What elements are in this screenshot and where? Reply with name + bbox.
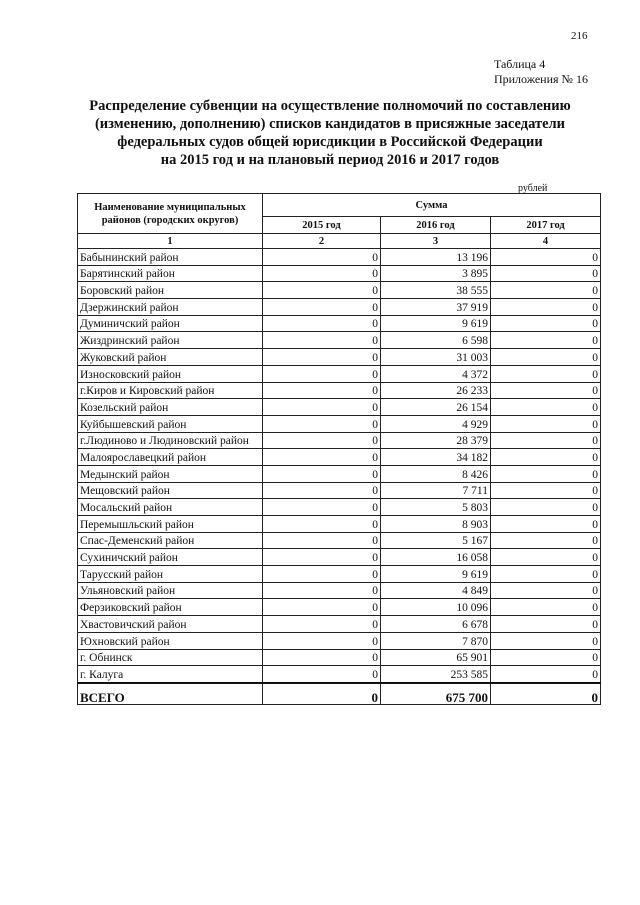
district-name-cell: г.Киров и Кировский район — [78, 382, 263, 399]
value-2017-cell: 0 — [491, 399, 601, 416]
total-label: ВСЕГО — [78, 683, 263, 705]
table-row — [78, 449, 601, 466]
table-row — [78, 282, 601, 299]
value-2015-cell: 0 — [263, 265, 381, 282]
table-row — [78, 616, 601, 633]
value-2017-cell: 0 — [491, 449, 601, 466]
value-2015-cell: 0 — [263, 332, 381, 349]
value-2016-cell: 5 803 — [381, 499, 491, 516]
value-2015-cell: 0 — [263, 599, 381, 616]
value-2016-cell: 6 678 — [381, 616, 491, 633]
table-row — [78, 582, 601, 599]
table-header — [78, 194, 601, 249]
value-2015-cell: 0 — [263, 516, 381, 533]
value-2015-cell: 0 — [263, 566, 381, 583]
value-2017-cell: 0 — [491, 616, 601, 633]
total-2015: 0 — [263, 683, 381, 705]
header-sum: Сумма — [263, 194, 601, 217]
value-2017-cell: 0 — [491, 582, 601, 599]
table-row — [78, 382, 601, 399]
value-2017-cell: 0 — [491, 465, 601, 482]
value-2017-cell: 0 — [491, 332, 601, 349]
page-number: 216 — [571, 30, 588, 42]
district-name-cell: Малоярославецкий район — [78, 449, 263, 466]
value-2016-cell: 4 929 — [381, 415, 491, 432]
value-2015-cell: 0 — [263, 499, 381, 516]
value-2015-cell: 0 — [263, 415, 381, 432]
value-2017-cell: 0 — [491, 566, 601, 583]
table-row — [78, 432, 601, 449]
value-2016-cell: 10 096 — [381, 599, 491, 616]
title-line: Распределение субвенции на осуществление полномочий по составлению — [89, 98, 571, 114]
value-2016-cell: 6 598 — [381, 332, 491, 349]
value-2016-cell: 253 585 — [381, 666, 491, 683]
value-2015-cell: 0 — [263, 315, 381, 332]
value-2017-cell: 0 — [491, 349, 601, 366]
value-2015-cell: 0 — [263, 432, 381, 449]
district-name-cell: Износковский район — [78, 365, 263, 382]
table-row — [78, 516, 601, 533]
value-2015-cell: 0 — [263, 249, 381, 266]
value-2016-cell: 3 895 — [381, 265, 491, 282]
district-name-cell: Ульяновский район — [78, 582, 263, 599]
header-2016: 2016 год — [381, 217, 491, 234]
district-name-cell: Хвастовичский район — [78, 616, 263, 633]
district-name-cell: Думиничский район — [78, 315, 263, 332]
district-name-cell: Мосальский район — [78, 499, 263, 516]
value-2017-cell: 0 — [491, 432, 601, 449]
value-2016-cell: 7 870 — [381, 632, 491, 649]
table-row — [78, 399, 601, 416]
value-2015-cell: 0 — [263, 399, 381, 416]
district-name-cell: Медынский район — [78, 465, 263, 482]
table-row — [78, 649, 601, 666]
district-name-cell: Мещовский район — [78, 482, 263, 499]
value-2016-cell: 31 003 — [381, 349, 491, 366]
value-2016-cell: 4 849 — [381, 582, 491, 599]
header-2017: 2017 год — [491, 217, 601, 234]
value-2015-cell: 0 — [263, 632, 381, 649]
district-name-cell: Барятинский район — [78, 265, 263, 282]
district-name-cell: Куйбышевский район — [78, 415, 263, 432]
district-name-cell: Козельский район — [78, 399, 263, 416]
table-row — [78, 365, 601, 382]
value-2016-cell: 7 711 — [381, 482, 491, 499]
value-2015-cell: 0 — [263, 532, 381, 549]
subvention-table — [77, 193, 601, 705]
district-name-cell: Боровский район — [78, 282, 263, 299]
value-2017-cell: 0 — [491, 599, 601, 616]
district-name-cell: Бабынинский район — [78, 249, 263, 266]
value-2017-cell: 0 — [491, 666, 601, 683]
title-line: федеральных судов общей юрисдикции в Российской Федерации — [117, 134, 543, 150]
value-2017-cell: 0 — [491, 649, 601, 666]
column-number: 1 — [78, 234, 263, 249]
table-row — [78, 482, 601, 499]
value-2017-cell: 0 — [491, 382, 601, 399]
value-2015-cell: 0 — [263, 349, 381, 366]
value-2015-cell: 0 — [263, 549, 381, 566]
value-2016-cell: 38 555 — [381, 282, 491, 299]
value-2016-cell: 37 919 — [381, 299, 491, 316]
district-name-cell: Жиздринский район — [78, 332, 263, 349]
district-name-cell: г.Людиново и Людиновский район — [78, 432, 263, 449]
value-2017-cell: 0 — [491, 549, 601, 566]
value-2015-cell: 0 — [263, 365, 381, 382]
value-2016-cell: 16 058 — [381, 549, 491, 566]
column-number: 3 — [381, 234, 491, 249]
value-2017-cell: 0 — [491, 249, 601, 266]
value-2017-cell: 0 — [491, 532, 601, 549]
value-2016-cell: 5 167 — [381, 532, 491, 549]
column-number: 4 — [491, 234, 601, 249]
title-line: (изменению, дополнению) списков кандидатов в присяжные заседатели — [94, 116, 566, 132]
district-name-cell: г. Обнинск — [78, 649, 263, 666]
total-2017: 0 — [491, 683, 601, 705]
value-2016-cell: 4 372 — [381, 365, 491, 382]
value-2017-cell: 0 — [491, 315, 601, 332]
value-2017-cell: 0 — [491, 499, 601, 516]
value-2017-cell: 0 — [491, 265, 601, 282]
table-row — [78, 332, 601, 349]
table-row — [78, 566, 601, 583]
table-row — [78, 299, 601, 316]
value-2016-cell: 34 182 — [381, 449, 491, 466]
value-2016-cell: 65 901 — [381, 649, 491, 666]
value-2016-cell: 8 426 — [381, 465, 491, 482]
table-row — [78, 499, 601, 516]
value-2017-cell: 0 — [491, 282, 601, 299]
value-2017-cell: 0 — [491, 516, 601, 533]
value-2015-cell: 0 — [263, 382, 381, 399]
title-line: на 2015 год и на плановый период 2016 и 2017 годов — [160, 152, 500, 168]
value-2016-cell: 13 196 — [381, 249, 491, 266]
value-2017-cell: 0 — [491, 482, 601, 499]
table-label-block — [494, 57, 588, 87]
table-row — [78, 249, 601, 266]
district-name-cell: г. Калуга — [78, 666, 263, 683]
value-2015-cell: 0 — [263, 582, 381, 599]
district-name-cell: Дзержинский район — [78, 299, 263, 316]
value-2017-cell: 0 — [491, 299, 601, 316]
value-2015-cell: 0 — [263, 649, 381, 666]
value-2015-cell: 0 — [263, 282, 381, 299]
table-label: Таблица 4 — [493, 57, 546, 71]
value-2017-cell: 0 — [491, 365, 601, 382]
value-2016-cell: 9 619 — [381, 566, 491, 583]
value-2015-cell: 0 — [263, 616, 381, 633]
district-name-cell: Тарусский район — [78, 566, 263, 583]
value-2015-cell: 0 — [263, 666, 381, 683]
value-2016-cell: 8 903 — [381, 516, 491, 533]
value-2016-cell: 26 233 — [381, 382, 491, 399]
total-row — [78, 683, 601, 705]
appendix-label: Приложения № 16 — [493, 72, 588, 86]
value-2015-cell: 0 — [263, 299, 381, 316]
district-name-cell: Перемышльский район — [78, 516, 263, 533]
district-name-cell: Сухиничский район — [78, 549, 263, 566]
table-row — [78, 532, 601, 549]
table-row — [78, 465, 601, 482]
table-row — [78, 265, 601, 282]
value-2015-cell: 0 — [263, 482, 381, 499]
header-2015: 2015 год — [263, 217, 381, 234]
table-row — [78, 632, 601, 649]
header-name: Наименование муниципальных районов (городских округов) — [78, 194, 263, 234]
units-label: рублей — [518, 183, 548, 194]
value-2016-cell: 28 379 — [381, 432, 491, 449]
table-row — [78, 349, 601, 366]
table-row — [78, 549, 601, 566]
table-row — [78, 315, 601, 332]
district-name-cell: Юхновский район — [78, 632, 263, 649]
table-row — [78, 666, 601, 683]
district-name-cell: Ферзиковский район — [78, 599, 263, 616]
value-2017-cell: 0 — [491, 632, 601, 649]
document-title — [70, 97, 590, 169]
table-body — [78, 249, 601, 683]
value-2017-cell: 0 — [491, 415, 601, 432]
district-name-cell: Жуковский район — [78, 349, 263, 366]
value-2015-cell: 0 — [263, 449, 381, 466]
value-2015-cell: 0 — [263, 465, 381, 482]
value-2016-cell: 26 154 — [381, 399, 491, 416]
table-row — [78, 599, 601, 616]
total-2016: 675 700 — [381, 683, 491, 705]
table-row — [78, 415, 601, 432]
district-name-cell: Спас-Деменский район — [78, 532, 263, 549]
column-number: 2 — [263, 234, 381, 249]
value-2016-cell: 9 619 — [381, 315, 491, 332]
